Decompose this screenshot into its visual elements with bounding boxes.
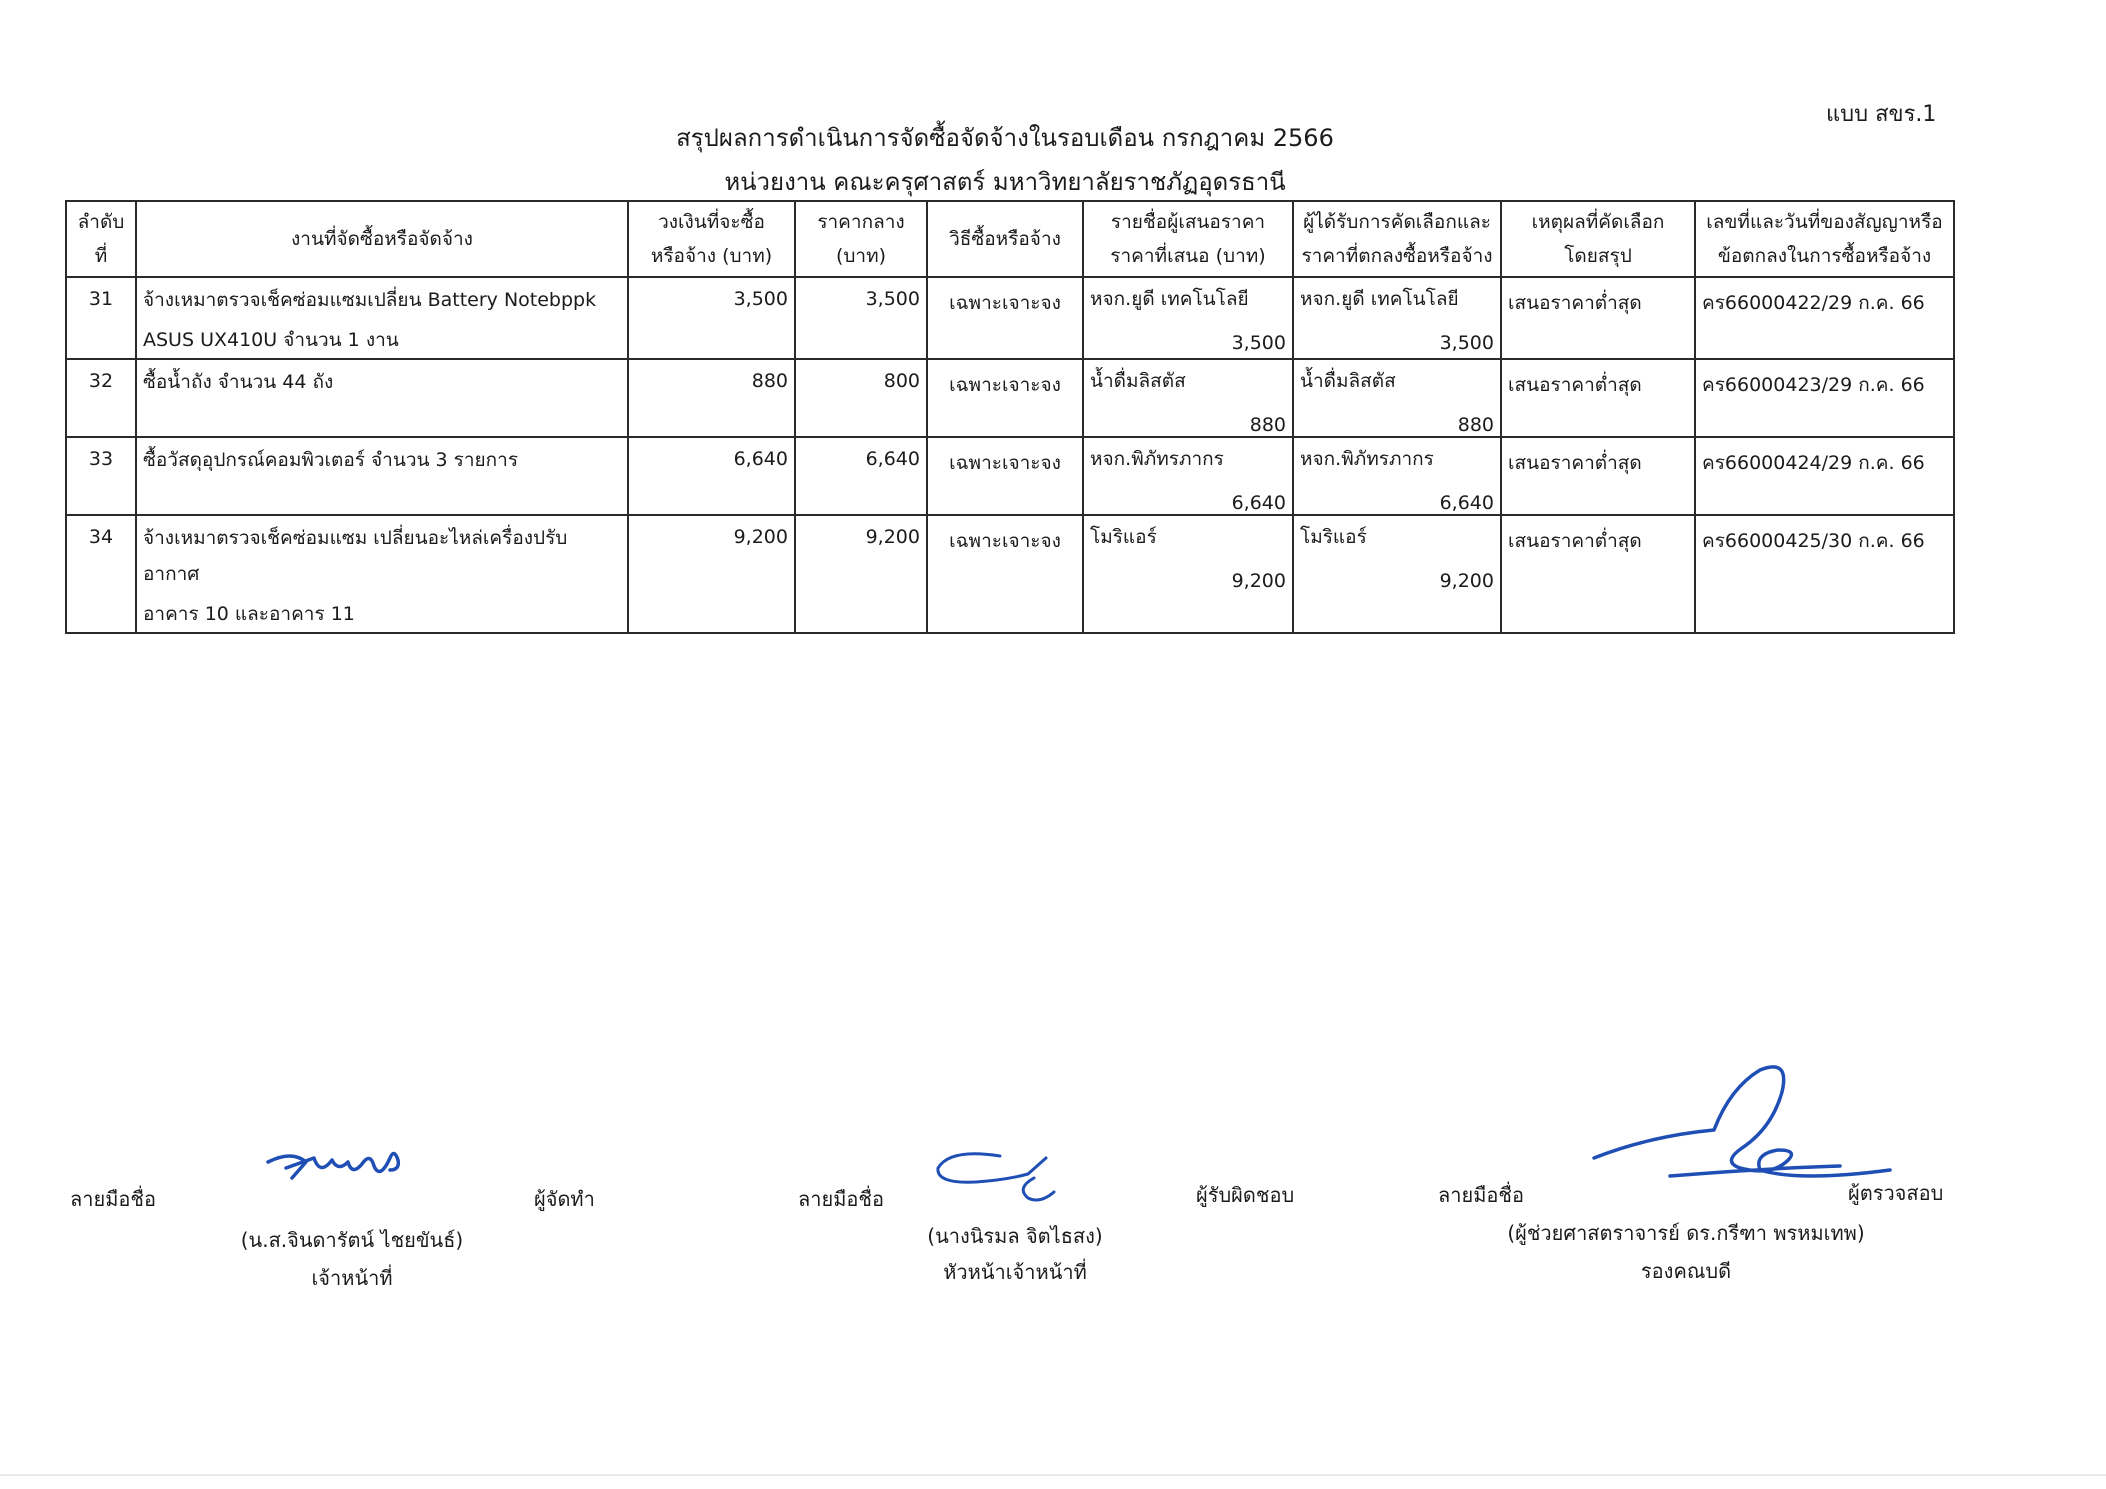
document-subtitle: หน่วยงาน คณะครุศาสตร์ มหาวิทยาลัยราชภัฏอุดรธานี: [724, 168, 1286, 196]
row-contract: คร66000422/29 ก.ค. 66: [1702, 292, 1925, 314]
signature-role-1: ผู้จัดทำ: [534, 1187, 595, 1211]
handwritten-signature-3: [1590, 1058, 1900, 1188]
signer-position-3: รองคณบดี: [1640, 1259, 1732, 1283]
row-winner-name: หจก.พิภัทรภากร: [1300, 448, 1434, 470]
header-winner: ผู้ได้รับการคัดเลือกและ ราคาที่ตกลงซื้อหรือจ้าง: [1293, 201, 1501, 277]
header-median-price: ราคากลาง (บาท): [795, 201, 927, 277]
scan-edge-line: [0, 1474, 2106, 1476]
row-method: เฉพาะเจาะจง: [949, 530, 1061, 552]
signer-name-2: (นางนิรมล จิตไธสง): [927, 1224, 1103, 1248]
row-contract: คร66000423/29 ก.ค. 66: [1702, 374, 1925, 396]
header-no: ลำดับ ที่: [66, 201, 136, 277]
row-item-line1: ซื้อวัสดุอุปกรณ์คอมพิวเตอร์ จำนวน 3 รายการ: [143, 449, 519, 471]
row-item-line2: ASUS UX410U จำนวน 1 งาน: [143, 329, 399, 351]
signer-position-2: หัวหน้าเจ้าหน้าที่: [943, 1260, 1087, 1284]
row-winner-price: 3,500: [1439, 332, 1494, 354]
row-bidder-name: น้ำดื่มลิสตัส: [1090, 370, 1186, 392]
row-winner-name: น้ำดื่มลิสตัส: [1300, 370, 1396, 392]
row-item-line1: จ้างเหมาตรวจเช็คซ่อมแซม เปลี่ยนอะไหล่เครื่องปรับอากาศ: [143, 527, 568, 585]
signature-role-2: ผู้รับผิดชอบ: [1196, 1183, 1295, 1207]
form-code: แบบ สขร.1: [1826, 102, 1937, 127]
row-bidder-name: หจก.ยูดี เทคโนโลยี: [1090, 288, 1249, 310]
row-median: 800: [883, 370, 920, 392]
procurement-table: [65, 200, 1955, 634]
row-contract: คร66000424/29 ก.ค. 66: [1702, 452, 1925, 474]
row-reason: เสนอราคาต่ำสุด: [1508, 452, 1642, 474]
header-reason: เหตุผลที่คัดเลือก โดยสรุป: [1501, 201, 1695, 277]
table-row: [66, 515, 1954, 633]
row-bidder-price: 880: [1249, 414, 1286, 436]
signer-name-3: (ผู้ช่วยศาสตราจารย์ ดร.กรีฑา พรหมเทพ): [1507, 1221, 1865, 1245]
row-no: 34: [88, 526, 114, 548]
table-row: [66, 437, 1954, 515]
row-bidder-price: 6,640: [1231, 492, 1286, 514]
row-budget: 880: [751, 370, 788, 392]
row-budget: 3,500: [733, 288, 788, 310]
header-budget: วงเงินที่จะซื้อ หรือจ้าง (บาท): [628, 201, 795, 277]
row-winner-name: โมริแอร์: [1300, 526, 1367, 548]
row-budget: 6,640: [733, 448, 788, 470]
row-contract: คร66000425/30 ก.ค. 66: [1702, 530, 1925, 552]
row-winner-price: 6,640: [1439, 492, 1494, 514]
handwritten-signature-1: [262, 1140, 412, 1190]
row-item-line1: จ้างเหมาตรวจเช็คซ่อมแซมเปลี่ยน Battery Notebppk: [143, 289, 597, 311]
row-bidder-name: หจก.พิภัทรภากร: [1090, 448, 1224, 470]
row-method: เฉพาะเจาะจง: [949, 374, 1061, 396]
row-item-line2: อาคาร 10 และอาคาร 11: [143, 603, 355, 625]
table-row: [66, 359, 1954, 437]
table-row: [66, 277, 1954, 359]
row-method: เฉพาะเจาะจง: [949, 452, 1061, 474]
row-item-line2: [143, 400, 621, 404]
row-item-line1: ซื้อน้ำถัง จำนวน 44 ถัง: [143, 371, 334, 393]
row-median: 9,200: [865, 526, 920, 548]
row-no: 32: [88, 370, 114, 392]
row-budget: 9,200: [733, 526, 788, 548]
handwritten-signature-2: [930, 1148, 1080, 1208]
header-method: วิธีซื้อหรือจ้าง: [927, 201, 1083, 277]
table-header-row: [66, 201, 1954, 277]
row-item-line2: [143, 478, 621, 482]
row-no: 33: [88, 448, 114, 470]
signer-name-1: (น.ส.จินดารัตน์ ไชยขันธ์): [240, 1228, 464, 1252]
row-winner-name: หจก.ยูดี เทคโนโลยี: [1300, 288, 1459, 310]
signature-label-2: ลายมือชื่อ: [798, 1187, 884, 1211]
row-reason: เสนอราคาต่ำสุด: [1508, 530, 1642, 552]
signer-position-1: เจ้าหน้าที่: [311, 1266, 393, 1290]
header-bidders: รายชื่อผู้เสนอราคา ราคาที่เสนอ (บาท): [1083, 201, 1293, 277]
row-reason: เสนอราคาต่ำสุด: [1508, 292, 1642, 314]
signature-label-3: ลายมือชื่อ: [1438, 1183, 1524, 1207]
header-item: งานที่จัดซื้อหรือจัดจ้าง: [136, 201, 628, 277]
header-contract: เลขที่และวันที่ของสัญญาหรือ ข้อตกลงในการซื้อหรือจ้าง: [1695, 201, 1954, 277]
signature-label-1: ลายมือชื่อ: [70, 1187, 156, 1211]
row-median: 6,640: [865, 448, 920, 470]
row-no: 31: [88, 288, 114, 310]
row-reason: เสนอราคาต่ำสุด: [1508, 374, 1642, 396]
document-title: สรุปผลการดำเนินการจัดซื้อจัดจ้างในรอบเดือน กรกฎาคม 2566: [676, 124, 1334, 152]
row-bidder-price: 3,500: [1231, 332, 1286, 354]
row-bidder-price: 9,200: [1231, 570, 1286, 592]
row-winner-price: 9,200: [1439, 570, 1494, 592]
row-winner-price: 880: [1457, 414, 1494, 436]
row-median: 3,500: [865, 288, 920, 310]
signature-role-3: ผู้ตรวจสอบ: [1848, 1181, 1944, 1205]
row-method: เฉพาะเจาะจง: [949, 292, 1061, 314]
row-bidder-name: โมริแอร์: [1090, 526, 1157, 548]
